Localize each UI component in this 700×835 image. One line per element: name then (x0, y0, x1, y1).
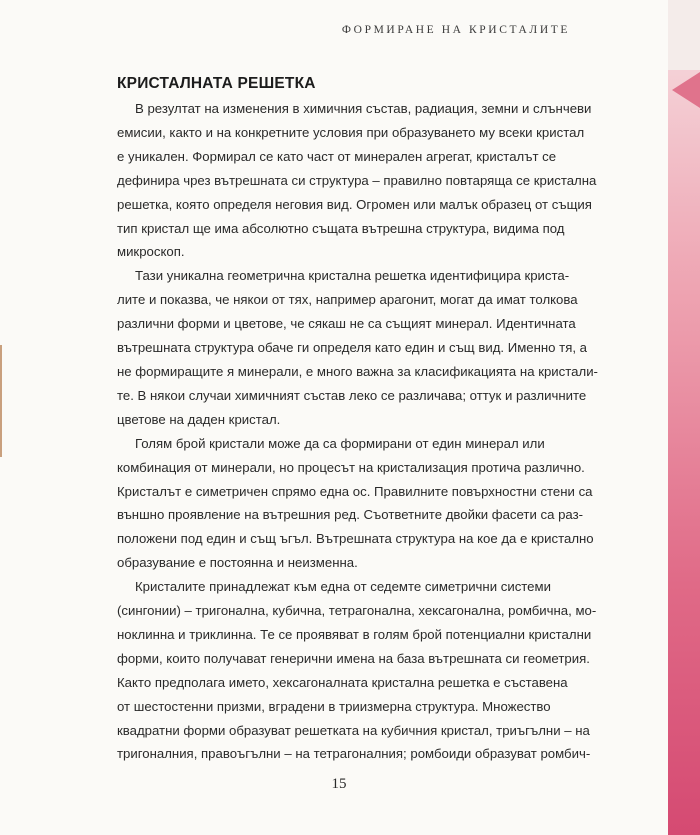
text-line: цветове на даден кристал. (117, 411, 281, 427)
body-text (117, 97, 598, 766)
text-line: тригоналния, правоъгълни – на тетрагоналния; ромбоиди образуват ромбич- (117, 746, 591, 762)
text-line: Тази уникална геометрична кристална решетка идентифицира криста- (135, 268, 570, 284)
decorative-side-band (668, 0, 700, 835)
text-line: тип кристал ще има абсолютно същата вътрешна структура, видима под (117, 220, 565, 236)
text-line: ноклинна и триклинна. Те се проявяват в голям брой потенциални кристални (117, 626, 592, 642)
text-line: В резултат на изменения в химичния състав, радиация, земни и слънчеви (135, 101, 592, 116)
text-line: комбинация от минерали, но процесът на кристализация протича различно. (117, 459, 585, 475)
pink-triangle-marker (672, 72, 700, 108)
text-line: не формиращите я минерали, е много важна за класификацията на кристали- (117, 363, 598, 379)
section-heading: КРИСТАЛНАТА РЕШЕТКА (117, 75, 316, 92)
paragraph-2 (117, 264, 598, 431)
text-line: Кристалите принадлежат към една от седемте симетрични системи (135, 579, 551, 595)
text-line: Голям брой кристали може да са формирани от един минерал или (135, 435, 545, 451)
text-line: Както предполага името, хексагоналната кристална решетка е съставена (117, 674, 568, 690)
page-number: 15 (331, 776, 347, 792)
text-line: образувание е постоянна и неизменна. (117, 555, 358, 571)
text-line: лите и показва, че някои от тях, например арагонит, могат да имат толкова (117, 292, 578, 308)
text-line: квадратни форми образуват решетката на кубичния кристал, триъгълни – на (117, 722, 590, 738)
text-line: Кристалът е симетричен спрямо една ос. Правилните повърхностни стени са (117, 483, 593, 499)
text-line: от шестостенни призми, вградени в триизмерна структура. Множество (117, 698, 551, 714)
paragraph-1 (117, 97, 597, 264)
text-line: положени под един и същ ъгъл. Вътрешната структура на кое да е кристално (117, 531, 594, 547)
text-line: те. В някои случаи химичният състав леко се различава; оттук и различните (117, 387, 587, 403)
text-line: дефинира чрез вътрешната си структура – правилно повтаряща се кристална (117, 172, 597, 188)
paragraph-4 (117, 575, 597, 766)
text-line: емисии, както и на конкретните условия при образуването му всеки кристал (117, 124, 585, 140)
text-line: форми, които получават генерични имена на база вътрешната си геометрия. (117, 650, 590, 666)
running-head: ФОРМИРАНЕ НА КРИСТАЛИТЕ (341, 24, 570, 36)
text-line: решетка, която определя неговия вид. Огромен или малък образец от същия (117, 196, 592, 212)
text-line: външно проявление на вътрешния ред. Съответните двойки фасети са раз- (117, 507, 584, 523)
text-line: микроскоп. (117, 244, 185, 260)
side-band-top (668, 0, 700, 70)
text-line: различни форми и цветове, че сякаш не са същият минерал. Идентичната (117, 316, 576, 332)
text-line: е уникален. Формирал се като част от минерален агрегат, кристалът се (117, 148, 557, 164)
text-line: (сингонии) – тригонална, кубична, тетрагонална, хексагонална, ромбична, мо- (117, 603, 597, 619)
text-line: вътрешната структура обаче ги определя като един и същ вид. Именно тя, а (117, 340, 588, 356)
paragraph-3 (117, 432, 594, 575)
left-edge-mark (0, 345, 2, 457)
